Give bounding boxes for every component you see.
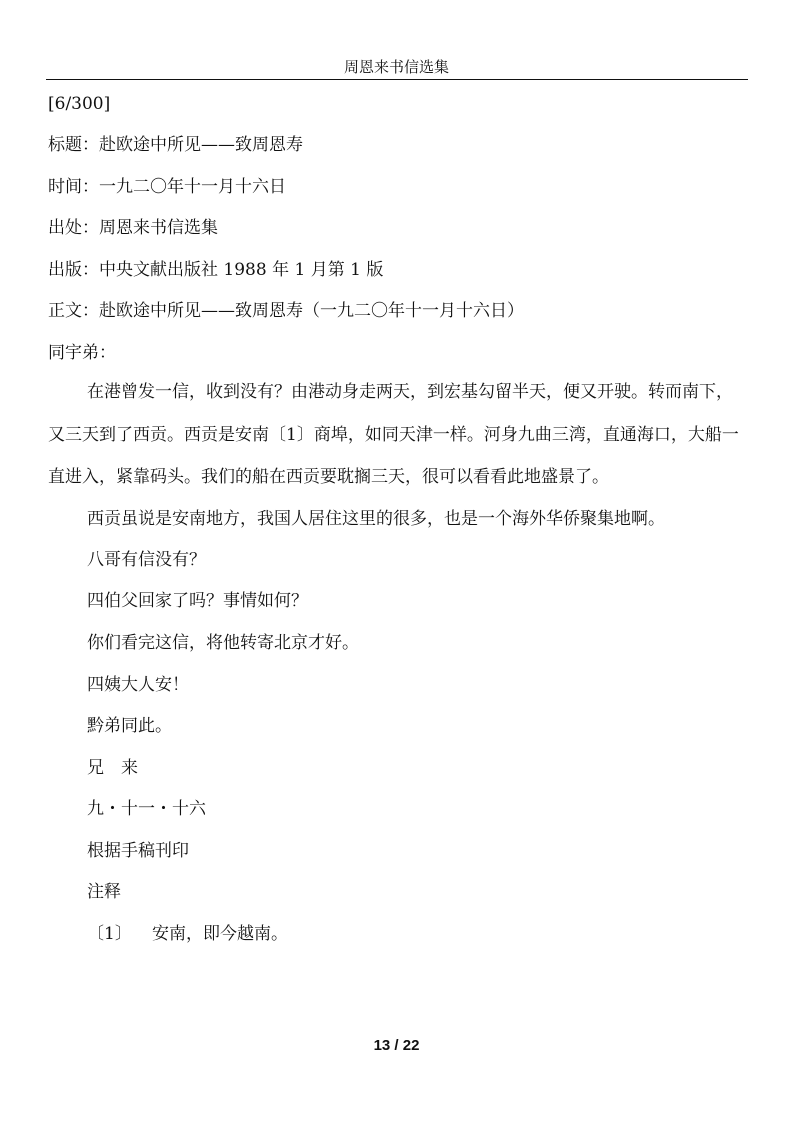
page-number: 13 / 22	[373, 1037, 420, 1054]
letter-line-aunt: 四姨大人安！	[87, 675, 189, 695]
publisher-line: 出版：中央文献出版社 1988 年 1 月第 1 版	[48, 260, 384, 280]
salutation: 同宇弟：	[48, 343, 116, 363]
note-text: 安南，即今越南。	[152, 924, 288, 944]
manuscript-note: 根据手稿刊印	[87, 841, 189, 861]
letter-paragraph-2: 西贡虽说是安南地方，我国人居住这里的很多，也是一个海外华侨聚集地啊。	[87, 509, 665, 529]
letter-date: 九・十一・十六	[87, 799, 206, 819]
notes-heading: 注释	[87, 882, 121, 902]
letter-line-qian: 黔弟同此。	[87, 716, 172, 736]
letter-paragraph-1: 在港曾发一信，收到没有？由港动身走两天，到宏基勾留半天，便又开驶。转而南下，又三天到了西贡。西贡是安南〔1〕商埠，如同天津一样。河身九曲三湾，直通海口，大船一直进入，紧靠码头。我们的船在西贡要耽搁三天，很可以看看此地盛景了。	[48, 382, 739, 487]
document-index: [6/300]	[48, 94, 111, 114]
time-line: 时间：一九二〇年十一月十六日	[48, 177, 286, 197]
source-line: 出处：周恩来书信选集	[48, 218, 218, 238]
signature: 兄 来	[87, 758, 138, 778]
body-title-line: 正文：赴欧途中所见——致周恩寿（一九二〇年十一月十六日）	[48, 301, 524, 321]
running-header-title: 周恩来书信选集	[343, 58, 449, 76]
letter-line-uncle: 四伯父回家了吗？事情如何？	[87, 591, 308, 611]
title-line: 标题：赴欧途中所见——致周恩寿	[48, 135, 303, 155]
note-number: 〔1〕	[87, 924, 132, 944]
letter-line-brother: 八哥有信没有？	[87, 550, 206, 570]
header-divider	[46, 79, 748, 80]
letter-line-forward: 你们看完这信，将他转寄北京才好。	[87, 633, 359, 653]
